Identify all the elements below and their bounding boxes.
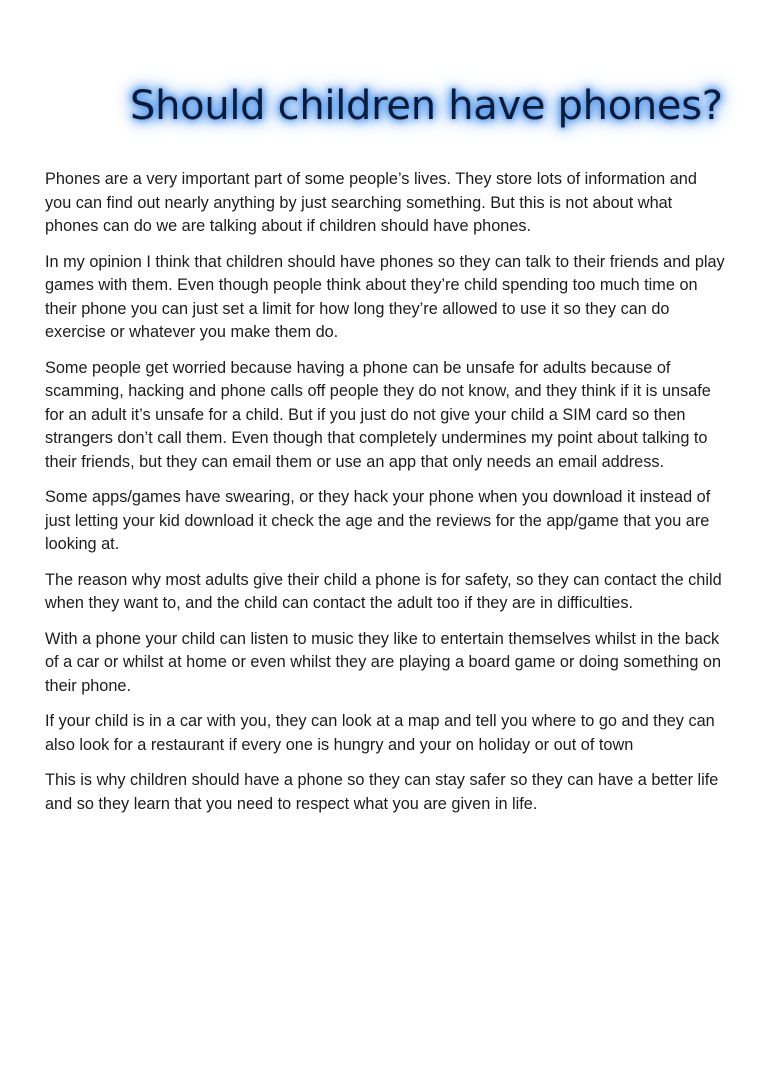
paragraph-2: In my opinion I think that children should have phones so they can talk to their friends and play games with them. Even though people think about they’re child spending too much time on their phone you can just set a limit for how long they’re allowed to use it so they can do exercise or whatever you make them do. bbox=[45, 252, 725, 341]
paragraph-8: This is why children should have a phone so they can stay safer so they can have a better life and so they learn that you need to respect what you are given in life. bbox=[45, 771, 719, 813]
document-title: Should children have phones? bbox=[130, 83, 723, 129]
document-body bbox=[45, 168, 725, 828]
paragraph-1: Phones are a very important part of some people’s lives. They store lots of information and you can find out nearly anything by just searching something. But this is not about what phones can do we are talking about if children should have phones. bbox=[45, 170, 697, 235]
paragraph-3: Some people get worried because having a phone can be unsafe for adults because of scamming, hacking and phone calls off people they do not know, and they think if it is unsafe for an adult it’s unsafe for a child. But if you just do not give your child a SIM card so then strangers don’t call them. Even though that completely undermines my point about talking to their friends, but they can email them or use an app that only needs an email address. bbox=[45, 358, 711, 471]
paragraph-4: Some apps/games have swearing, or they hack your phone when you download it instead of just letting your kid download it check the age and the reviews for the app/game that you are looking at. bbox=[45, 488, 711, 553]
paragraph-5: The reason why most adults give their child a phone is for safety, so they can contact the child when they want to, and the child can contact the adult too if they are in difficulties. bbox=[45, 570, 722, 612]
paragraph-7: If your child is in a car with you, they can look at a map and tell you where to go and they can also look for a restaurant if every one is hungry and your on holiday or out of town bbox=[45, 712, 715, 754]
paragraph-6: With a phone your child can listen to music they like to entertain themselves whilst in the back of a car or whilst at home or even whilst they are playing a board game or doing something on their phone. bbox=[45, 629, 722, 695]
